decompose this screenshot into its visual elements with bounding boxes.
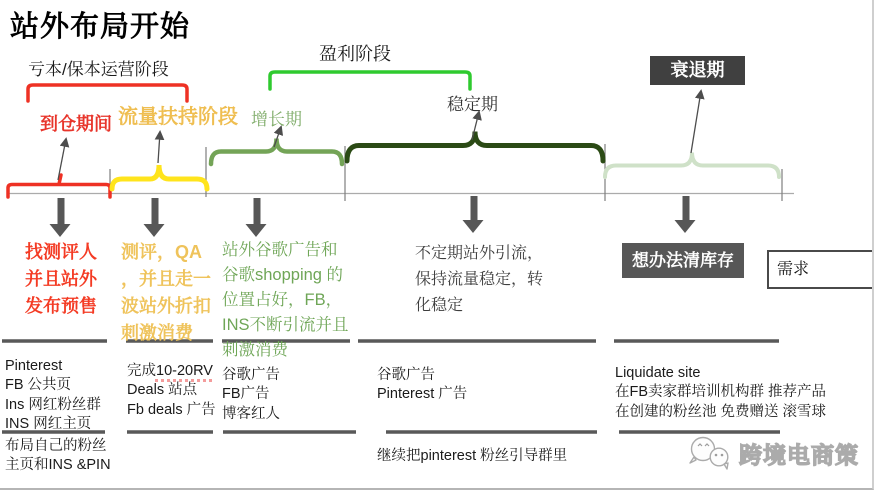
phase-label-arrival: 到仓期间 (40, 114, 112, 134)
stable-brace (347, 132, 603, 162)
down-arrows (50, 196, 696, 237)
phase-label-traffic-support: 流量扶持阶段 (118, 106, 238, 128)
note-arrival-actions: 找测评人 并且站外 发布预售 (25, 242, 97, 316)
channels-stable-top: 谷歌广告 Pinterest 广告 (377, 367, 468, 403)
traffic-label-arrow (158, 132, 160, 163)
watermark-label: 跨境电商策 (739, 442, 859, 468)
note-traffic-actions: 测评，QA ，并且走一 波站外折扣 刺激消费 (121, 242, 211, 343)
growth-brace (211, 139, 342, 165)
channels-decline-top: Liquidate site 在FB卖家群培训机构群 推荐产品 在创建的粉丝池 免费赠送 滚雪球 (615, 365, 827, 420)
down-arrow-4 (463, 196, 484, 233)
note-clear-stock-box: 想办法清库存 (622, 243, 744, 278)
demand-box: 需求 (767, 250, 874, 289)
down-arrow-3 (246, 198, 267, 237)
profit-stage-banner: 盈利阶段 (319, 44, 391, 64)
loss-stage-bracket (28, 85, 187, 101)
phase-label-stable: 稳定期 (447, 95, 498, 114)
note-growth-actions: 站外谷歌广告和 谷歌shopping 的 位置占好，FB， INS不断引流并且 刺激消费 (222, 241, 349, 359)
channels-growth-top: 谷歌广告 FB广告 博客红人 (222, 367, 280, 422)
channels-arrival-top: Pinterest FB 公共页 Ins 网红粉丝群 INS 网红主页 (5, 358, 101, 432)
channels-arrival-bottom: 布局自己的粉丝 主页和INS &PIN (5, 438, 111, 474)
wechat-icon (690, 438, 728, 470)
decline-brace (605, 153, 779, 178)
down-arrow-2 (144, 198, 165, 237)
spellcheck-underline (155, 379, 213, 382)
decline-label-arrow (691, 91, 701, 153)
channels-traffic-top: 完成10-20RV Deals 站点 Fb deals 广告 (127, 363, 216, 418)
down-arrow-1 (50, 198, 71, 237)
timeline-ticks (110, 144, 782, 201)
note-stable-actions: 不定期站外引流， 保持流量稳定，转 化稳定 (415, 245, 544, 314)
phase-label-decline-box: 衰退期 (650, 56, 745, 85)
profit-stage-bracket (270, 72, 470, 89)
loss-stage-banner: 亏本/保本运营阶段 (28, 60, 169, 79)
phase-label-growth: 增长期 (251, 110, 302, 129)
down-arrow-5 (675, 196, 696, 233)
page-title: 站外布局开始 (10, 11, 191, 43)
traffic-support-brace (112, 165, 207, 189)
channels-stable-bottom: 继续把pinterest 粉丝引导群里 (377, 448, 568, 464)
